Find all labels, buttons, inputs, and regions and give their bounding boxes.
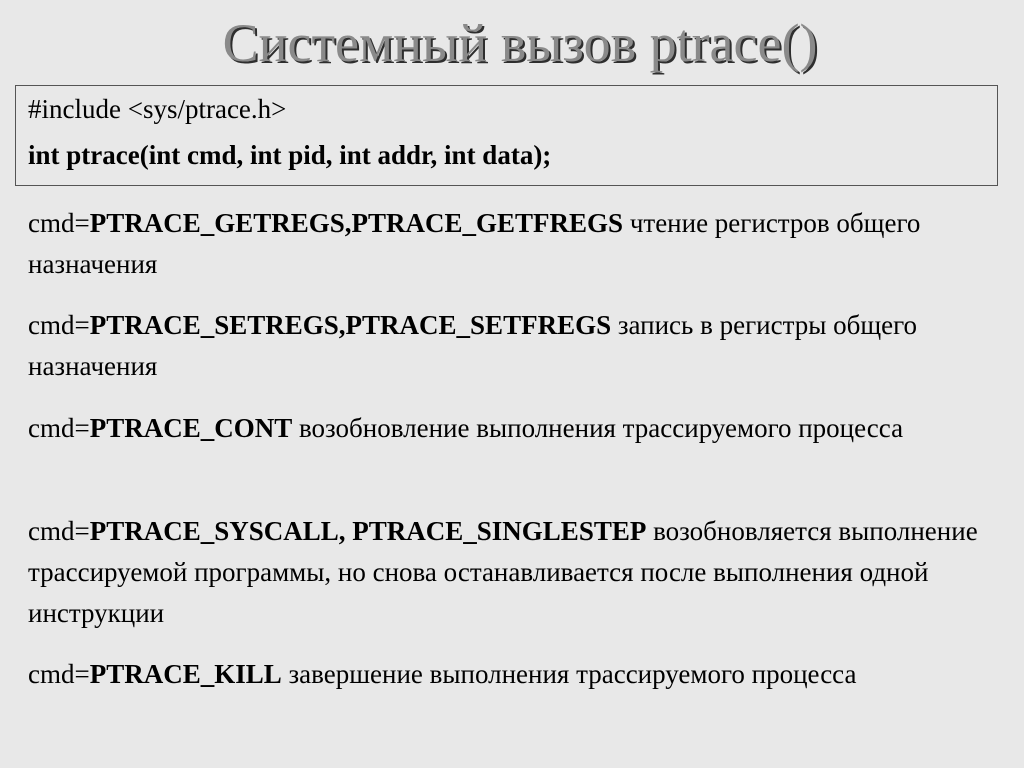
cmd-prefix: cmd= (28, 310, 90, 340)
cmd-name: PTRACE_CONT (89, 413, 293, 443)
cmd-name: PTRACE_KILL (89, 659, 282, 689)
cmd-description: чтение регистров общего назначения (28, 208, 921, 279)
cmd-prefix: cmd= (28, 659, 90, 689)
cmd-item-setregs (28, 305, 1008, 387)
include-line: #include <sys/ptrace.h> (28, 94, 287, 124)
cmd-prefix: cmd= (28, 413, 90, 443)
slide-title: Системный вызов ptrace() (222, 13, 818, 73)
cmd-name: PTRACE_SETREGS,PTRACE_SETFREGS (89, 310, 612, 340)
cmd-item-cont (28, 408, 1008, 449)
code-box (15, 85, 998, 186)
cmd-description: завершение выполнения трассируемого процесса (281, 659, 857, 689)
cmd-prefix: cmd= (28, 208, 90, 238)
cmd-prefix: cmd= (28, 516, 90, 546)
cmd-item-kill (28, 654, 1008, 695)
cmd-item-getregs (28, 203, 1008, 285)
cmd-description: возобновление выполнения трассируемого процесса (292, 413, 904, 443)
cmd-description: запись в регистры общего назначения (28, 310, 918, 381)
cmd-name: PTRACE_GETREGS,PTRACE_GETFREGS (89, 208, 624, 238)
cmd-name: PTRACE_SYSCALL, PTRACE_SINGLESTEP (89, 516, 647, 546)
function-signature: int ptrace(int cmd, int pid, int addr, int data); (28, 140, 552, 170)
cmd-item-syscall (28, 511, 1008, 634)
cmd-description: возобновляется выполнение трассируемой программы, но снова останавливается после выполнения одной инструкции (28, 516, 978, 628)
